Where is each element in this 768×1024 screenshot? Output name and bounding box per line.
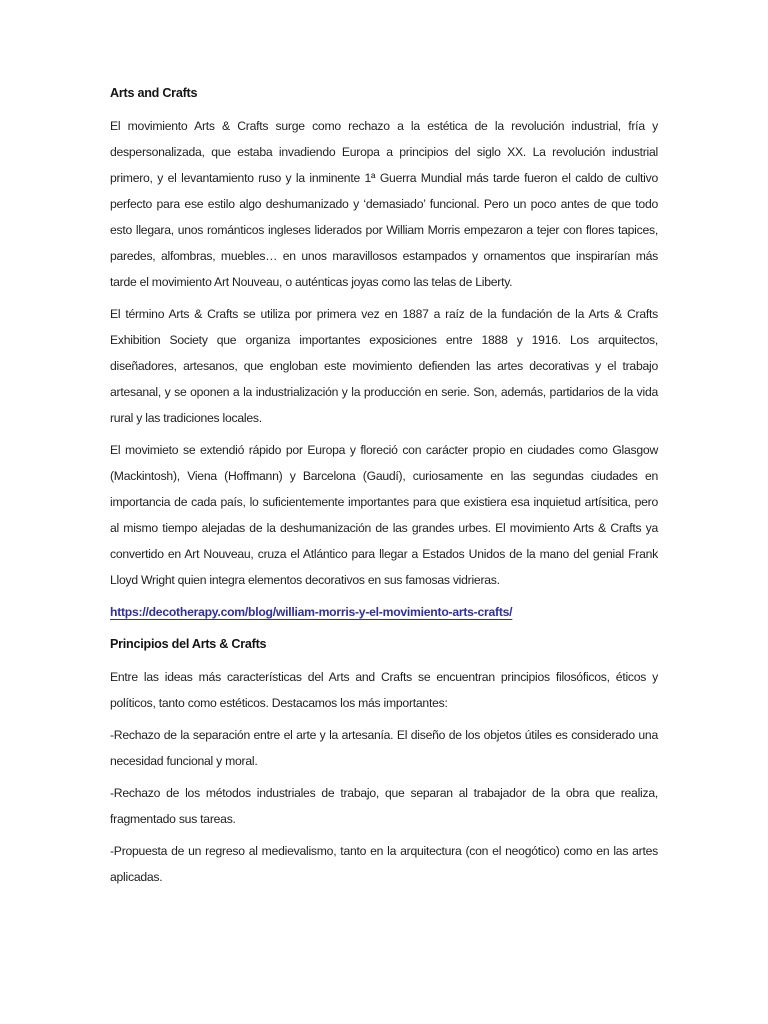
paragraph-principles-intro: Entre las ideas más características del Arts and Crafts se encuentran principios filosóficos, éticos y políticos, tanto como estéticos. Destacamos los más importantes: — [110, 670, 658, 710]
article-hyperlink[interactable]: https://decotherapy.com/blog/william-morris-y-el-movimiento-arts-crafts/ — [110, 605, 513, 619]
document-content — [110, 80, 658, 896]
section-heading-principles: Principios del Arts & Crafts — [110, 637, 267, 651]
bullet-paragraph-industrial-methods: -Rechazo de los métodos industriales de trabajo, que separan al trabajador de la obra que realiza, fragmentado sus tareas. — [110, 786, 658, 826]
paragraph-europe-expansion: El movimieto se extendió rápido por Europa y floreció con carácter propio en ciudades como Glasgow (Mackintosh), Viena (Hoffmann) y Barcelona (Gaudí), curiosamente en las segundas ciudades en importancia de cada país, lo suficientemente importantes para que existiera esa inquietud artísitica, pero al mismo tiempo alejadas de la deshumanización de las grandes urbes. El movimiento Arts & Crafts ya convertido en Art Nouveau, cruza el Atlántico para llegar a Estados Unidos de la mano del genial Frank Lloyd Wright quien integra elementos decorativos en sus famosas vidrieras. — [110, 443, 658, 587]
paragraph-term-history: El término Arts & Crafts se utiliza por primera vez en 1887 a raíz de la fundación de la Arts & Crafts Exhibition Society que organiza importantes exposiciones entre 1888 y 1916. Los arquitectos, diseñadores, artesanos, que engloban este movimiento defienden las artes decorativas y el trabajo artesanal, y se oponen a la industrialización y la producción en serie. Son, además, partidarios de la vida rural y las tradiciones locales. — [110, 307, 658, 425]
paragraph-movement-origin: El movimiento Arts & Crafts surge como rechazo a la estética de la revolución industrial, fría y despersonalizada, que estaba invadiendo Europa a principios del siglo XX. La revolución industrial primero, y el levantamiento ruso y la inminente 1ª Guerra Mundial más tarde fueron el caldo de cultivo perfecto para ese estilo algo deshumanizado y ‘demasiado’ funcional. Pero un poco antes de que todo esto llegara, unos románticos ingleses liderados por William Morris empezaron a tejer con flores tapices, paredes, alfombras, muebles… en unos maravillosos estampados y ornamentos que inspirarían más tarde el movimiento Art Nouveau, o auténticas joyas como las telas de Liberty. — [110, 119, 658, 289]
document-title: Arts and Crafts — [110, 86, 198, 100]
bullet-paragraph-medievalism: -Propuesta de un regreso al medievalismo, tanto en la arquitectura (con el neogótico) como en las artes aplicadas. — [110, 844, 658, 884]
bullet-paragraph-separation: -Rechazo de la separación entre el arte y la artesanía. El diseño de los objetos útiles es considerado una necesidad funcional y moral. — [110, 728, 658, 768]
link-line — [110, 599, 658, 625]
